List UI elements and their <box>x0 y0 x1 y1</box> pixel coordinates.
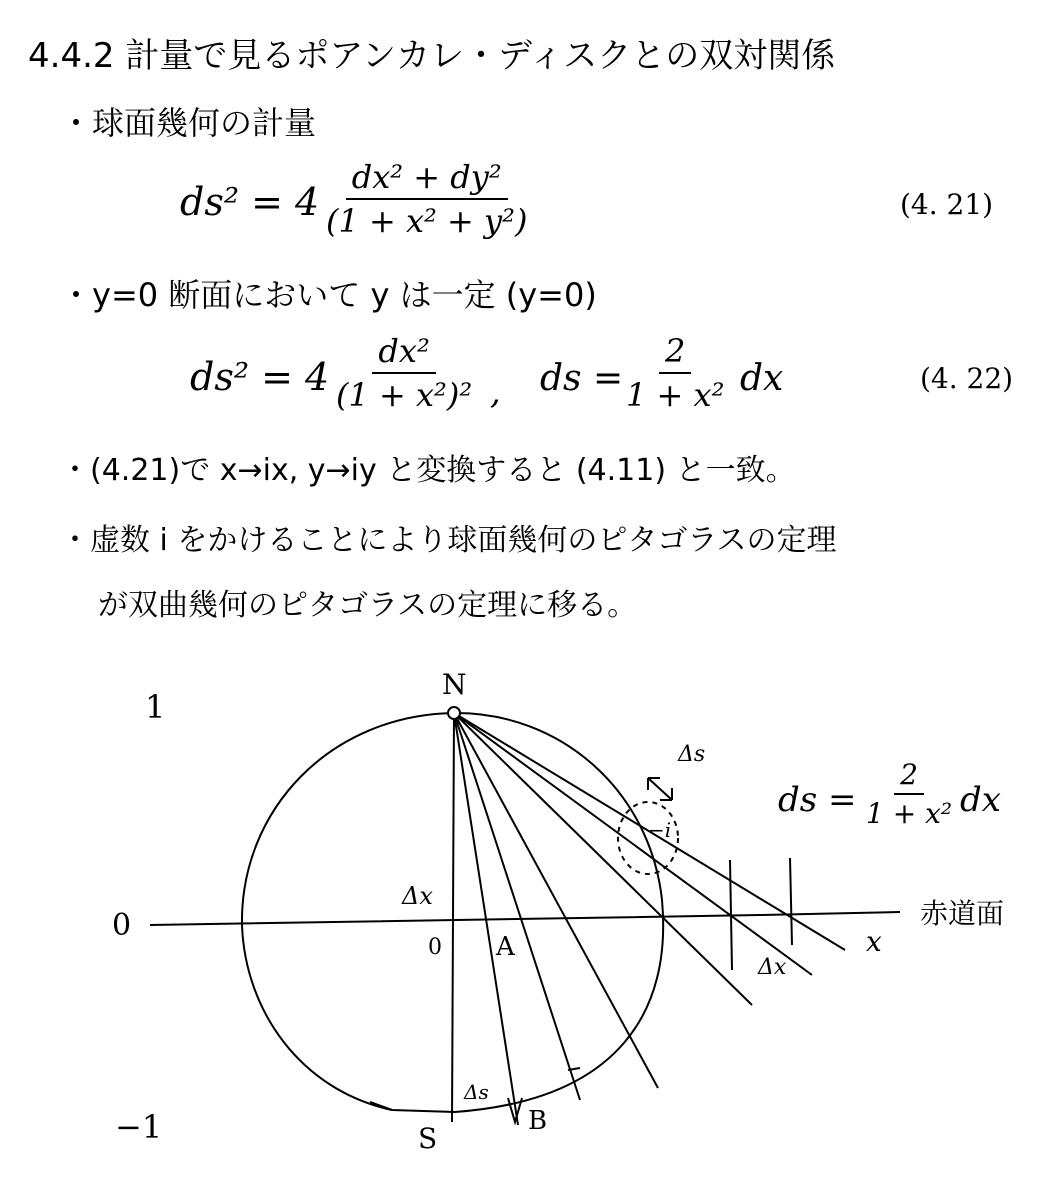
point-A-label: A <box>496 932 515 962</box>
bullet-imaginary-line2: が双曲幾何のピタゴラスの定理に移る。 <box>98 588 638 623</box>
north-pole-marker <box>448 707 460 719</box>
side-formula-dx: dx <box>960 780 1001 820</box>
ns-axis <box>452 713 454 1122</box>
point-O-label: 0 <box>428 935 442 960</box>
equatorial-line <box>150 912 900 925</box>
eq2-ds: ds = <box>540 358 624 399</box>
axis-label-zero: 0 <box>112 908 132 943</box>
point-S-label: S <box>418 1122 438 1155</box>
side-formula-numerator: 2 <box>894 758 924 795</box>
x-axis-label: x <box>866 925 882 958</box>
eq1-number: (4. 21) <box>900 188 994 221</box>
bullet-imaginary-line1: ・虚数 i をかけることにより球面幾何のピタゴラスの定理 <box>60 523 837 558</box>
axis-label-bottom: −1 <box>115 1108 163 1146</box>
eq2-numerator-2: 2 <box>659 332 691 374</box>
eq2-number: (4. 22) <box>920 362 1014 395</box>
point-N-label: N <box>442 668 467 701</box>
section-heading: 4.4.2 計量で見るポアンカレ・ディスクとの双対関係 <box>28 36 836 76</box>
eq1-numerator: dx² + dy² <box>346 158 508 200</box>
delta-s-bottom-label: Δs <box>464 1080 489 1104</box>
eq1-denominator: (1 + x² + y²) <box>326 202 528 240</box>
eq2-lhs: ds² = 4 <box>190 355 330 399</box>
tick-1 <box>730 860 732 970</box>
minus-i-label: −i <box>648 818 672 842</box>
eq2-denominator-2: 1 + x² <box>626 376 725 414</box>
eq2-denominator-1: (1 + x²)² <box>336 376 473 414</box>
side-formula-denominator: 1 + x² <box>866 797 953 830</box>
delta-s-arrow <box>648 778 672 800</box>
eq2-comma: , <box>490 372 501 412</box>
delta-x-left-label: Δx <box>402 882 433 910</box>
equatorial-plane-label: 赤道面 <box>920 897 1005 930</box>
bullet-cross-section: ・y=0 断面において y は一定 (y=0) <box>60 276 597 314</box>
point-B-label: B <box>528 1106 548 1136</box>
tick-2 <box>790 858 792 945</box>
bullet-transform: ・(4.21)で x→ix, y→iy と変換すると (4.11) と一致。 <box>60 453 796 488</box>
eq2-dx: dx <box>740 358 784 399</box>
delta-x-right-label: Δx <box>758 955 787 980</box>
side-formula-fraction <box>860 758 958 830</box>
side-formula-ds: ds = <box>778 780 857 820</box>
bullet-spherical-metric: ・球面幾何の計量 <box>60 104 317 142</box>
delta-s-top-label: Δs <box>678 742 706 767</box>
eq2-numerator-1: dx² <box>372 332 435 374</box>
ray-3 <box>454 713 658 1088</box>
ray-2 <box>454 713 580 1100</box>
axis-label-top: 1 <box>145 688 166 726</box>
eq1-lhs: ds² = 4 <box>180 180 320 224</box>
